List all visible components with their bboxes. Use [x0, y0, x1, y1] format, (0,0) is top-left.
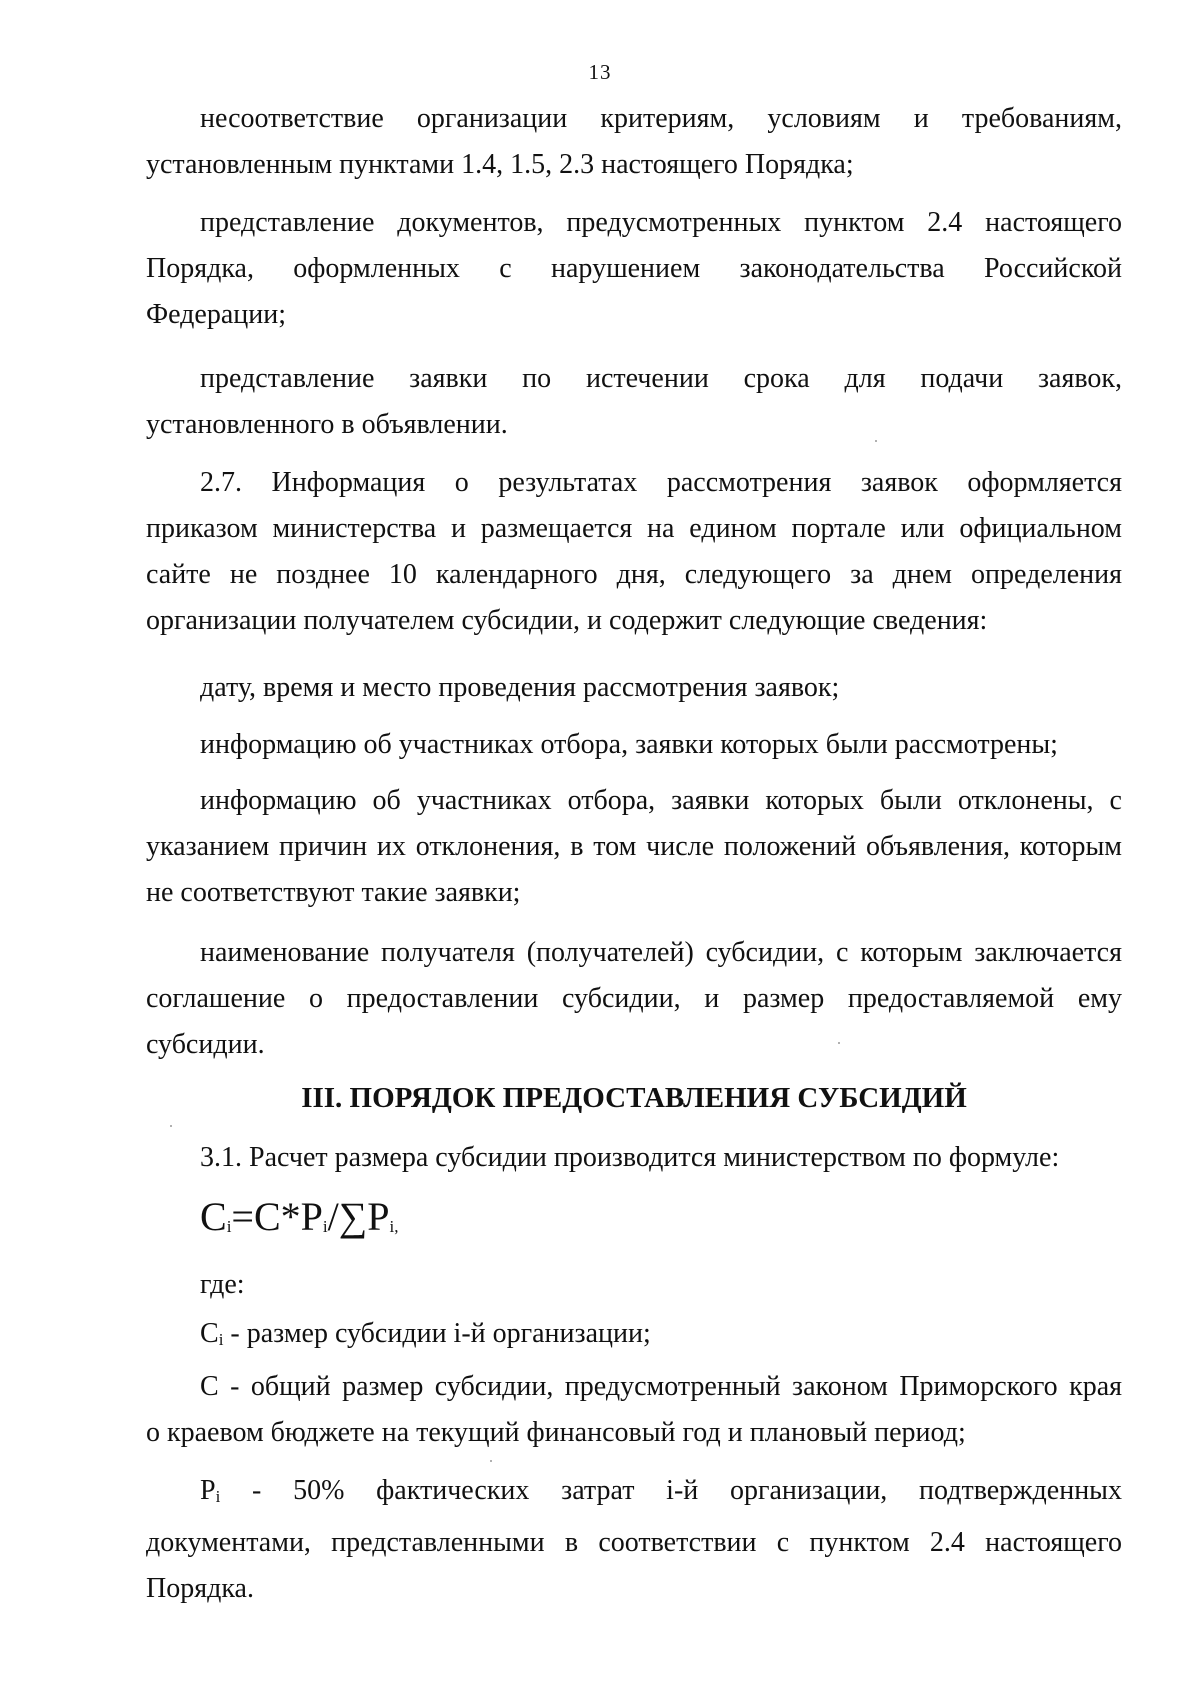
text-line: субсидии.: [146, 1029, 265, 1060]
text-line: дату, время и место проведения рассмотрения заявок;: [200, 672, 840, 703]
text-line: [146, 1468, 1122, 1520]
formula-subscript: i: [226, 1217, 232, 1236]
formula-c: C: [200, 1194, 227, 1239]
text-line: соглашение о предоставлении субсидии, и размер предоставляемой ему: [146, 983, 1122, 1014]
paragraph-recipient-name: [146, 930, 1122, 1068]
text-line: [146, 1311, 1122, 1363]
symbol-c: C: [200, 1318, 219, 1349]
symbol-p: P: [200, 1475, 216, 1506]
text-line: документами, представленными в соответствии с пунктом 2.4 настоящего: [146, 1527, 1122, 1558]
paragraph-criteria-mismatch: [146, 96, 1122, 188]
text-line: сайте не позднее 10 календарного дня, следующего за днем определения: [146, 559, 1122, 590]
paragraph-3-1-calculation: [146, 1135, 1122, 1181]
paragraph-2-7-results-info: [146, 460, 1122, 644]
definition-pi: [146, 1468, 1122, 1612]
formula-part: =C*P: [231, 1194, 323, 1239]
paragraph-documents-violation: [146, 200, 1122, 338]
text-line: организации получателем субсидии, и содержит следующие сведения:: [146, 605, 988, 636]
formula-subscript: i,: [389, 1217, 399, 1236]
scan-speck: [875, 440, 877, 442]
text-line: представление документов, предусмотренных пунктом 2.4 настоящего: [200, 207, 1122, 238]
formula-sum: ∑P: [338, 1194, 390, 1239]
text-line: 2.7. Информация о результатах рассмотрения заявок оформляется: [200, 467, 1122, 498]
text-line: несоответствие организации критериям, условиям и требованиям,: [200, 103, 1122, 134]
scan-speck: [490, 1460, 492, 1462]
text-line: представление заявки по истечении срока для подачи заявок,: [200, 363, 1122, 394]
text-line: где:: [200, 1269, 245, 1300]
text-line: указанием причин их отклонения, в том числе положений объявления, которым: [146, 831, 1122, 862]
symbol-subscript: i: [215, 1487, 221, 1506]
paragraph-rejected-participants: [146, 778, 1122, 916]
text-line: информацию об участниках отбора, заявки которых были отклонены, с: [200, 785, 1122, 816]
text-line: о краевом бюджете на текущий финансовый год и плановый период;: [146, 1417, 966, 1448]
text-line: наименование получателя (получателей) субсидии, с которым заключается: [200, 937, 1122, 968]
page-number: 13: [588, 60, 612, 84]
text-line: C - общий размер субсидии, предусмотренный законом Приморского края: [200, 1371, 1122, 1402]
definition-text: - 50% фактических затрат i-й организации, подтвержденных: [220, 1475, 1122, 1506]
text-line: 3.1. Расчет размера субсидии производится министерством по формуле:: [200, 1142, 1060, 1173]
text-line: Порядка.: [146, 1573, 254, 1604]
definition-c: [146, 1364, 1122, 1456]
symbol-subscript: i: [218, 1330, 224, 1349]
text-line: не соответствуют такие заявки;: [146, 877, 521, 908]
where-label: [146, 1262, 1122, 1308]
scan-speck: [170, 1125, 172, 1127]
formula-slash: /: [327, 1194, 339, 1239]
text-line: установленным пунктами 1.4, 1.5, 2.3 настоящего Порядка;: [146, 149, 854, 180]
paragraph-reviewed-participants: [146, 722, 1122, 768]
paragraph-date-time-place: [146, 665, 1122, 711]
paragraph-late-application: [146, 356, 1122, 448]
definition-ci: [146, 1311, 1122, 1363]
formula-subscript: i: [322, 1217, 328, 1236]
text-line: Порядка, оформленных с нарушением законодательства Российской: [146, 253, 1122, 284]
subsidy-formula: [200, 1192, 399, 1252]
definition-text: - размер субсидии i-й организации;: [223, 1318, 651, 1349]
text-line: Федерации;: [146, 299, 287, 330]
text-line: информацию об участниках отбора, заявки которых были рассмотрены;: [200, 729, 1058, 760]
text-line: установленного в объявлении.: [146, 409, 508, 440]
text-line: приказом министерства и размещается на едином портале или официальном: [146, 513, 1122, 544]
section-heading: III. ПОРЯДОК ПРЕДОСТАВЛЕНИЯ СУБСИДИЙ: [301, 1082, 967, 1114]
scan-speck: [838, 1042, 840, 1044]
